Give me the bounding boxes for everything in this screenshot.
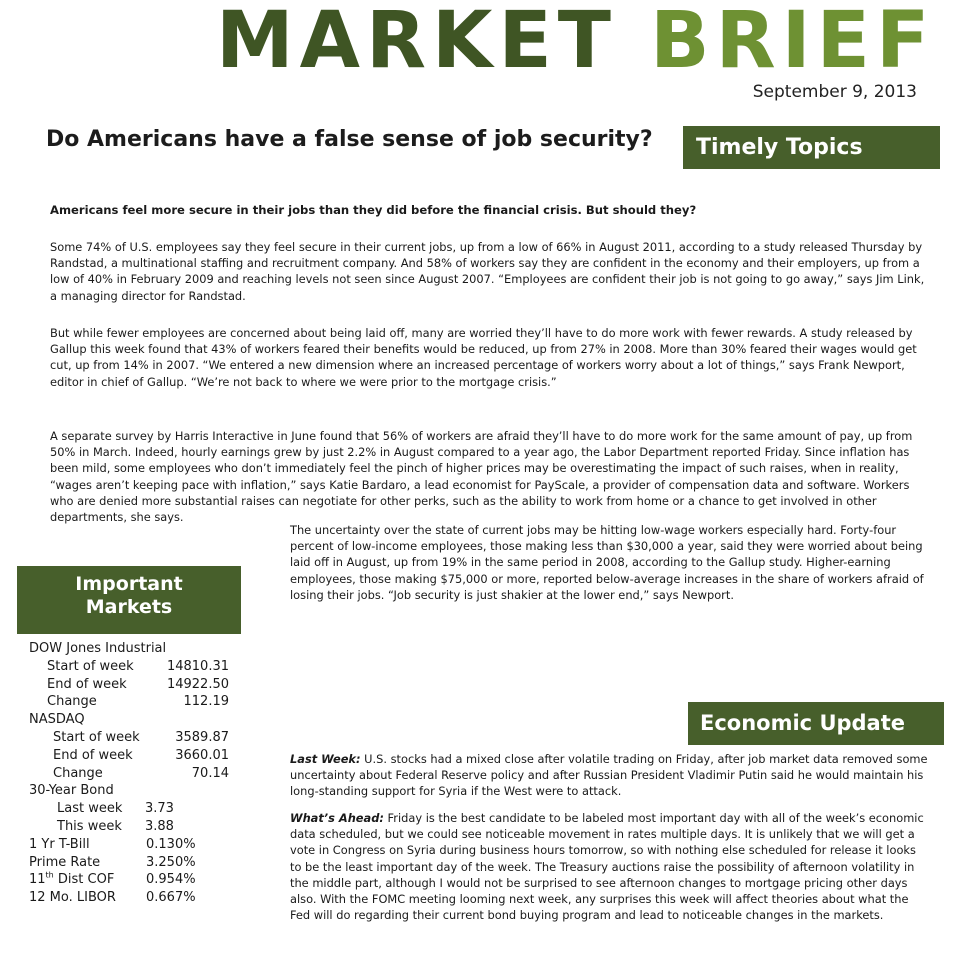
cof-label-sup: th — [45, 871, 54, 881]
article-subhead: Americans feel more secure in their jobs than they did before the financial crisis. But should they? — [50, 203, 697, 217]
dow-start-row — [29, 658, 239, 676]
last-week-label: Last Week: — [290, 752, 361, 766]
nasdaq-end-row — [29, 747, 239, 765]
bond-label: 30-Year Bond — [29, 783, 114, 799]
nasdaq-change-value: 70.14 — [191, 765, 229, 781]
important-markets-banner — [17, 566, 241, 634]
whats-ahead-text: Friday is the best candidate to be labeled most important day with all of the week’s economic data scheduled, but we could see noticeable movement in rates multiple days. It is unlikely that we will get a vote in Congress on Syria during business hours tomorrow, so with nothing else scheduled for release it looks to be the least important day of the week. The Treasury auctions raise the possibility of afternoon volatility in the middle part, although I would not be surprised to see afternoon changes to mortgage pricing other days also. With the FOMC meeting looming next week, any surprises this week will affect theories about what the Fed will do regarding their current bond buying program and lead to noticeable changes in the markets. — [290, 811, 924, 923]
cof-value: 0.954% — [146, 872, 196, 888]
dow-end-row — [29, 676, 239, 694]
important-markets-banner-line2: Markets — [85, 596, 173, 618]
tbill-value: 0.130% — [146, 836, 196, 852]
last-week-paragraph — [290, 751, 930, 800]
nasdaq-end-label: End of week — [53, 747, 133, 763]
bond-this-row — [29, 818, 239, 836]
nasdaq-change-row — [29, 765, 239, 783]
prime-label: Prime Rate — [29, 854, 101, 870]
dow-label: DOW Jones Industrial — [29, 641, 167, 656]
markets-table — [29, 640, 239, 907]
dow-change-label: Change — [47, 694, 97, 710]
masthead-title — [216, 0, 936, 86]
tbill-row — [29, 836, 239, 854]
last-week-text: U.S. stocks had a mixed close after volatile trading on Friday, after job market data removed some uncertainty about Federal Reserve policy and after Russian President Vladimir Putin said he would maintain his long-standing support for Syria if the West were to attack. — [290, 752, 928, 799]
bond-last-label: Last week — [57, 801, 123, 817]
libor-value: 0.667% — [146, 890, 196, 906]
nasdaq-start-label: Start of week — [53, 729, 140, 745]
cof-label-num: 11 — [29, 872, 46, 888]
dow-start-value: 14810.31 — [166, 658, 229, 674]
economic-update-banner: Economic Update — [688, 702, 944, 745]
cof-label-rest: Dist COF — [53, 872, 115, 888]
nasdaq-change-label: Change — [53, 765, 103, 781]
timely-topics-banner: Timely Topics — [683, 126, 940, 169]
prime-row — [29, 854, 239, 872]
issue-date: September 9, 2013 — [752, 82, 917, 102]
whats-ahead-paragraph — [290, 810, 930, 923]
important-markets-banner-line1: Important — [75, 573, 183, 595]
nasdaq-heading-row — [29, 711, 239, 729]
libor-label: 12 Mo. LIBOR — [29, 890, 116, 906]
nasdaq-start-row — [29, 729, 239, 747]
bond-this-label: This week — [57, 818, 122, 834]
dow-heading-row — [29, 640, 239, 658]
bond-last-value: 3.73 — [145, 801, 174, 817]
article-headline: Do Americans have a false sense of job security? — [46, 127, 653, 152]
dow-end-label: End of week — [47, 676, 127, 692]
nasdaq-label: NASDAQ — [29, 712, 85, 728]
article-paragraph-2: But while fewer employees are concerned about being laid off, many are worried they’ll have to do more work with fewer rewards. A study released by Gallup this week found that 43% of workers feared their benefits would be reduced, up from 27% in 2008. More than 30% feared their wages would get cut, up from 14% in 2007. “We entered a new dimension where an increased percentage of workers worry about a lot of things,” says Frank Newport, editor in chief of Gallup. “We’re not back to where we were prior to the mortgage crisis.” — [50, 326, 917, 389]
tbill-label: 1 Yr T-Bill — [29, 836, 90, 852]
cof-label — [29, 871, 114, 889]
dow-end-value: 14922.50 — [166, 676, 229, 692]
article-paragraph-3: A separate survey by Harris Interactive in June found that 56% of workers are afraid they’ll have to do more work for the same amount of pay, up from 50% in March. Indeed, hourly earnings grew by just 2.2% in August compared to a year ago, the Labor Department reported Friday. Since inflation has been mild, some employees who don’t immediately feel the pinch of higher prices may be overestimating the impact of such raises, when in reality, “wages aren’t keeping pace with inflation,” says Katie Bardaro, a lead economist for PayScale, a provider of compensation data and software. Workers who are denied more substantial raises can negotiate for other perks, such as the ability to work from home or a chance to get involved in other departments, she says. — [50, 429, 913, 525]
libor-row — [29, 889, 239, 907]
cof-row — [29, 871, 239, 889]
whats-ahead-label: What’s Ahead: — [290, 811, 384, 825]
prime-value: 3.250% — [146, 854, 196, 870]
bond-heading-row — [29, 782, 239, 800]
bond-this-value: 3.88 — [145, 818, 174, 834]
dow-start-label: Start of week — [47, 658, 134, 674]
article-paragraph-4: The uncertainty over the state of current jobs may be hitting low-wage workers especially hard. Forty-four percent of low-income employees, those making less than $30,000 a year, said they were worried about being laid off in August, up from 19% in the same period in 2008, according to the Gallup study. Higher-earning employees, those making $75,000 or more, reported below-average increases in the share of workers afraid of losing their jobs. “Job security is just shakier at the lower end,” says Newport. — [290, 523, 924, 602]
dow-change-row — [29, 693, 239, 711]
nasdaq-end-value: 3660.01 — [175, 747, 229, 763]
masthead-word-market: MARKET — [216, 0, 617, 86]
dow-change-value: 112.19 — [183, 694, 229, 710]
nasdaq-start-value: 3589.87 — [175, 729, 229, 745]
bond-last-row — [29, 800, 239, 818]
article-paragraph-1: Some 74% of U.S. employees say they feel secure in their current jobs, up from a low of 66% in August 2011, according to a study released Thursday by Randstad, a multinational staffing and recruitment company. And 58% of workers say they are confident in the economy and their employers, up from a low of 40% in February 2009 and reaching levels not seen since August 2007. “Employees are confident their job is not going to go away,” says Jim Link, a managing director for Randstad. — [50, 240, 925, 303]
masthead-word-brief: BRIEF — [650, 0, 936, 86]
